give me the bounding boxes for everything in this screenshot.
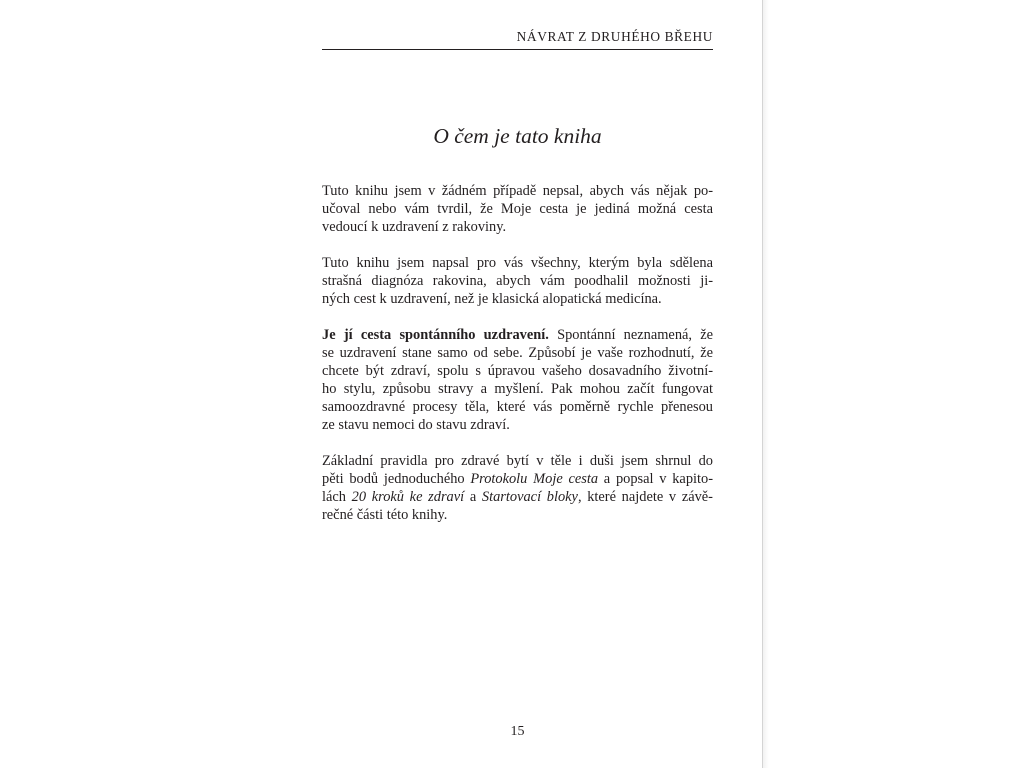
paragraph-1 (322, 182, 713, 236)
text-line (322, 470, 713, 488)
text-line: se uzdravení stane samo od sebe. Způsobí je vaše rozhodnutí, že (322, 345, 713, 361)
text-run: , které najdete v závě- (577, 489, 713, 505)
italic-chapter-reference: Startovací bloky (481, 489, 578, 505)
text-run: Spontánní neznamená, že (548, 327, 714, 343)
body-text (322, 182, 713, 542)
bold-lead-text: Je jí cesta spontánního uzdravení. (322, 327, 549, 343)
text-line: rečné části této knihy. (322, 507, 448, 523)
text-run: lách (322, 489, 352, 505)
text-line: Tuto knihu jsem napsal pro vás všechny, kterým byla sdělena (322, 255, 713, 271)
text-line: vedoucí k uzdravení z rakoviny. (322, 219, 507, 235)
text-line (322, 326, 713, 344)
text-line: Tuto knihu jsem v žádném případě nepsal, abych vás nějak po- (322, 183, 713, 199)
text-run: a (464, 489, 482, 505)
text-line: ze stavu nemoci do stavu zdraví. (322, 417, 510, 433)
text-line: Základní pravidla pro zdravé bytí v těle i duši jsem shrnul do (322, 453, 713, 469)
text-line: ho stylu, způsobu stravy a myšlení. Pak mohou začít fungovat (322, 381, 713, 397)
running-header: NÁVRAT Z DRUHÉHO BŘEHU (516, 29, 713, 44)
text-line: samoozdravné procesy těla, které vás poměrně rychle přenesou (322, 399, 713, 415)
paragraph-2 (322, 254, 713, 308)
chapter-title: O čem je tato kniha (433, 124, 602, 148)
italic-book-reference: Protokolu Moje cesta (470, 471, 599, 487)
text-line (322, 488, 713, 506)
paragraph-4 (322, 452, 713, 524)
text-line: strašná diagnóza rakovina, abych vám poodhalil možnosti ji- (322, 273, 713, 289)
page-number: 15 (510, 724, 525, 739)
text-run: a popsal v kapito- (598, 471, 713, 487)
text-line: ných cest k uzdravení, než je klasická alopatická medicína. (322, 291, 662, 307)
text-line: učoval nebo vám tvrdil, že Moje cesta je jediná možná cesta (322, 201, 713, 217)
paragraph-3 (322, 326, 713, 434)
header-rule (322, 49, 713, 50)
text-line: chcete být zdraví, spolu s úpravou vašeho dosavadního životní- (322, 363, 713, 379)
text-run: pěti bodů jednoduchého (322, 471, 471, 487)
page-edge-shadow (763, 0, 769, 768)
italic-chapter-reference: 20 kroků ke zdraví (351, 489, 465, 505)
